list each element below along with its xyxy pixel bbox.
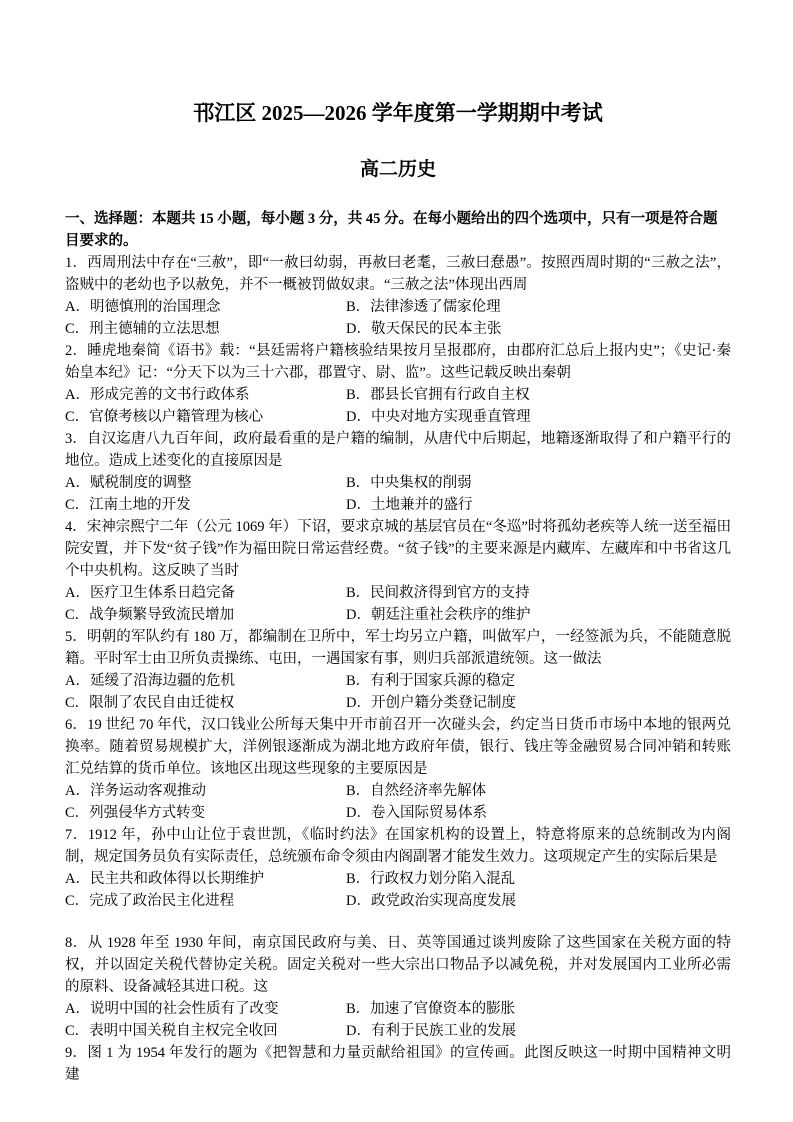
question-options (65, 780, 731, 824)
answer-option: D．朝廷注重社会秩序的维护 (346, 607, 531, 623)
answer-option: B．中央集权的削弱 (346, 475, 472, 491)
answer-option: D．政党政治实现高度发展 (346, 893, 516, 909)
question-options (65, 868, 731, 912)
question (65, 252, 731, 340)
answer-option: D．有利于民族工业的发展 (346, 1023, 516, 1039)
answer-option: C．列强侵华方式转变 (65, 805, 206, 821)
question-stem: 3．自汉迄唐八九百年间，政府最看重的是户籍的编制，从唐代中后期起，地籍逐渐取得了和户籍平行的地位。造成上述变化的直接原因是 (65, 431, 731, 469)
question-stem: 5．明朝的军队约有 180 万，都编制在卫所中，军士均另立户籍，叫做军户，一经签派为兵，不能随意脱籍。平时军士由卫所负责操练、屯田，一遇国家有事，则归兵部派遣统领。这一做法 (65, 629, 731, 667)
question (65, 932, 731, 1042)
question (65, 714, 731, 824)
answer-option: C．江南土地的开发 (65, 497, 191, 513)
answer-option: C．限制了农民自由迁徙权 (65, 695, 235, 711)
answer-option: A．医疗卫生体系日趋完备 (65, 585, 235, 601)
question-stem: 4．宋神宗熙宁二年（公元 1069 年）下诏，要求京城的基层官员在“冬巡”时将孤幼老疾等人统一送至福田院安置，并下发“贫子钱”作为福田院日常运营经费。“贫子钱”的主要来源是内藏库、左藏库和中书省这几个中央机构。这反映了当时 (65, 519, 731, 579)
answer-option: D．卷入国际贸易体系 (346, 805, 487, 821)
question (65, 1042, 731, 1086)
answer-option: C．完成了政治民主化进程 (65, 893, 235, 909)
answer-option: C．战争频繁导致流民增加 (65, 607, 235, 623)
answer-option: C．表明中国关税自主权完全收回 (65, 1023, 278, 1039)
question (65, 516, 731, 626)
answer-option: A．民主共和政体得以长期维护 (65, 871, 264, 887)
question-stem: 2．睡虎地秦简《语书》载：“县廷需将户籍核验结果按月呈报郡府，由郡府汇总后上报内史”；《史记·秦始皇本纪》记：“分天下以为三十六郡，郡置守、尉、监”。这些记载反映出秦朝 (65, 343, 731, 381)
answer-option: B．有利于国家兵源的稳定 (346, 673, 516, 689)
question-options (65, 582, 731, 626)
answer-option: B．民间救济得到官方的支持 (346, 585, 530, 601)
question (65, 428, 731, 516)
answer-option: A．赋税制度的调整 (65, 475, 192, 491)
section-heading: 一、选择题：本题共 15 小题，每小题 3 分，共 45 分。在每小题给出的四个选项中，只有一项是符合题目要求的。 (65, 211, 718, 249)
answer-option: D．土地兼并的盛行 (346, 497, 473, 513)
answer-option: C．刑主德辅的立法思想 (65, 321, 220, 337)
question-list (65, 252, 731, 1086)
question-stem: 1．西周刑法中存在“三赦”，即“一赦曰幼弱，再赦曰老耄，三赦曰惷愚”。按照西周时期的“三赦之法”，盗贼中的老幼也予以赦免，并不一概被罚做奴隶。“三赦之法”体现出西周 (65, 255, 731, 293)
answer-option: A．明德慎刑的治国理念 (65, 299, 221, 315)
answer-option: D．开创户籍分类登记制度 (346, 695, 516, 711)
question-stem: 6．19 世纪 70 年代，汉口钱业公所每天集中开市前召开一次碰头会，约定当日货币市场中本地的银两兑换率。随着贸易规模扩大，洋例银逐渐成为湖北地方政府年债，银行、钱庄等金融贸易合同冲销和转账汇兑结算的货币单位。该地区出现这些现象的主要原因是 (65, 717, 731, 777)
answer-option: B．加速了官僚资本的膨胀 (346, 1001, 516, 1017)
question-options (65, 670, 731, 714)
question (65, 824, 731, 912)
question (65, 626, 731, 714)
question-options (65, 998, 731, 1042)
answer-option: A．说明中国的社会性质有了改变 (65, 1001, 279, 1017)
question-stem: 9．图 1 为 1954 年发行的题为《把智慧和力量贡献给祖国》的宣传画。此图反映这一时期中国精神文明建 (65, 1045, 731, 1083)
answer-option: B．郡县长官拥有行政自主权 (346, 387, 530, 403)
question (65, 340, 731, 428)
answer-option: D．敬天保民的民本主张 (346, 321, 502, 337)
answer-option: B．法律渗透了儒家伦理 (346, 299, 501, 315)
question-options (65, 296, 731, 340)
answer-option: C．官僚考核以户籍管理为核心 (65, 409, 264, 425)
question-options (65, 472, 731, 516)
answer-option: D．中央对地方实现垂直管理 (346, 409, 531, 425)
question-stem: 8．从 1928 年至 1930 年间，南京国民政府与美、日、英等国通过谈判废除了这些国家在关税方面的特权，并以固定关税代替协定关税。固定关税对一些大宗出口物品予以减免税，并对发展国内工业所必需的原料、设备减轻其进口税。这 (65, 935, 731, 995)
question-stem: 7．1912 年，孙中山让位于袁世凯，《临时约法》在国家机构的设置上，特意将原来的总统制改为内阁制，规定国务员负有实际责任，总统颁布命令须由内阁副署才能发生效力。这项规定产生的实际后果是 (65, 827, 731, 865)
exam-title: 邗江区 2025—2026 学年度第一学期期中考试 (193, 101, 603, 125)
answer-option: A．洋务运动客观推动 (65, 783, 206, 799)
question-options (65, 384, 731, 428)
answer-option: B．自然经济率先解体 (346, 783, 487, 799)
answer-option: B．行政权力划分陷入混乱 (346, 871, 516, 887)
exam-subject: 高二历史 (359, 159, 436, 180)
answer-option: A．形成完善的文书行政体系 (65, 387, 250, 403)
answer-option: A．延缓了沿海边疆的危机 (65, 673, 235, 689)
